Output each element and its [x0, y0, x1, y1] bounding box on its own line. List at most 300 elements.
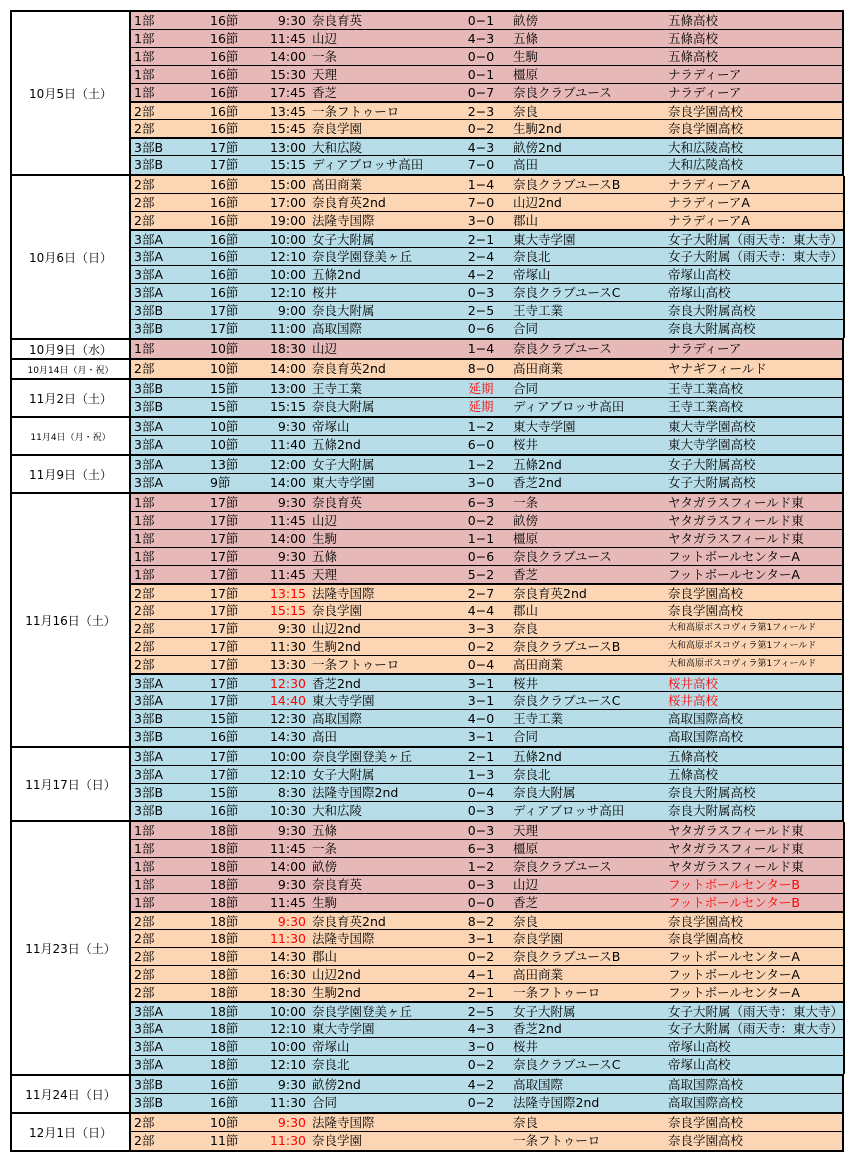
match-row [131, 418, 842, 436]
away-team: 畝傍 [513, 513, 539, 528]
away-team: 奈良大附属 [513, 785, 576, 800]
score-cell: 3−1 [467, 693, 495, 708]
round-cell: 17節 [210, 693, 239, 708]
match-rows [131, 748, 844, 820]
score-cell: 2−4 [467, 249, 495, 264]
kickoff-time: 14:30 [269, 949, 306, 964]
venue-cell: 奈良学園高校 [668, 1115, 744, 1130]
round-cell: 9節 [210, 475, 231, 490]
kickoff-time: 11:00 [269, 321, 306, 336]
match-rows [131, 822, 845, 1074]
match-rows [131, 1114, 844, 1150]
round-cell: 16節 [210, 729, 239, 744]
kickoff-time: 10:30 [269, 803, 306, 818]
home-team: 奈良育英2nd [312, 361, 386, 376]
home-team: 生駒2nd [312, 985, 361, 1000]
away-team: 高取国際 [513, 1077, 564, 1092]
venue-cell: 大和広陵高校 [668, 157, 744, 172]
round-cell: 16節 [210, 121, 239, 136]
score-cell: 0−4 [467, 785, 495, 800]
away-team: 郡山 [513, 603, 539, 618]
round-cell: 16節 [210, 177, 239, 192]
home-team: 奈良育英2nd [312, 914, 386, 929]
match-row [131, 894, 843, 912]
match-date: 12月1日（日） [10, 1114, 131, 1150]
match-row [131, 248, 843, 266]
division-cell: 3部B [134, 321, 164, 336]
home-team: 山辺2nd [312, 967, 361, 982]
match-row [131, 284, 843, 302]
away-team: 橿原 [513, 841, 539, 856]
venue-cell: 帝塚山高校 [668, 1039, 731, 1054]
venue-cell: 東大寺学園高校 [668, 437, 756, 452]
home-team: 奈良学園登美ヶ丘 [312, 249, 413, 264]
round-cell: 17節 [210, 157, 239, 172]
match-row [131, 230, 843, 248]
kickoff-time: 11:45 [269, 31, 306, 46]
match-date: 10月14日（月・祝） [10, 360, 131, 378]
score-cell: 4−3 [467, 31, 495, 46]
venue-cell: 帝塚山高校 [668, 1057, 731, 1072]
score-cell: 0−2 [467, 513, 495, 528]
away-team: 畝傍 [513, 13, 539, 28]
score-cell: 0−2 [467, 1095, 495, 1110]
away-team: 桜井 [513, 676, 539, 691]
venue-cell: 高取国際高校 [668, 729, 744, 744]
kickoff-time: 18:30 [269, 985, 306, 1000]
away-team: 五條2nd [513, 457, 562, 472]
match-row [131, 194, 843, 212]
division-cell: 3部B [134, 785, 164, 800]
away-team: 山辺 [513, 877, 539, 892]
date-block [10, 338, 844, 358]
away-team: 奈良クラブユースB [513, 177, 621, 192]
home-team: 香芝 [312, 85, 338, 100]
round-cell: 16節 [210, 104, 239, 119]
home-team: 奈良大附属 [312, 303, 375, 318]
date-block [10, 454, 844, 492]
division-cell: 3部A [134, 749, 164, 764]
round-cell: 17節 [210, 639, 239, 654]
match-row [131, 566, 842, 584]
score-cell: 1−4 [467, 177, 495, 192]
score-cell: 4−3 [467, 1021, 495, 1036]
away-team: 一条フトゥーロ [513, 985, 601, 1000]
score-cell [452, 1114, 510, 1131]
home-team: 女子大附属 [312, 232, 375, 247]
venue-cell: 奈良大附属高校 [668, 321, 756, 336]
venue-cell: 奈良学園高校 [668, 104, 744, 119]
away-team: 奈良クラブユースC [513, 693, 621, 708]
venue-cell: 五條高校 [668, 13, 719, 28]
away-team: 五條 [513, 31, 539, 46]
away-team: 奈良クラブユースB [513, 639, 621, 654]
venue-cell: 五條高校 [668, 749, 719, 764]
match-row [131, 120, 842, 138]
away-team: 香芝2nd [513, 475, 562, 490]
division-cell: 2部 [134, 967, 155, 982]
venue-cell: ナラディーア [668, 341, 742, 356]
home-team: 東大寺学園 [312, 1021, 375, 1036]
kickoff-time: 16:30 [269, 967, 306, 982]
away-team: 東大寺学園 [513, 232, 576, 247]
division-cell: 3部B [134, 399, 164, 414]
kickoff-time: 15:45 [269, 121, 306, 136]
match-row [131, 638, 842, 656]
match-row [131, 692, 842, 710]
away-team: 桜井 [513, 1039, 539, 1054]
round-cell: 17節 [210, 549, 239, 564]
match-row [131, 1056, 843, 1074]
venue-cell: ヤタガラスフィールド東 [668, 841, 804, 856]
score-cell: 4−0 [467, 711, 495, 726]
venue-cell: ヤタガラスフィールド東 [668, 531, 804, 546]
match-row [131, 340, 842, 358]
home-team: 奈良学園登美ヶ丘 [312, 1004, 413, 1019]
home-team: 奈良学園 [312, 1133, 363, 1148]
venue-cell: 高取国際高校 [668, 1077, 744, 1092]
home-team: 法隆寺国際 [312, 931, 375, 946]
kickoff-time: 12:10 [269, 1057, 306, 1072]
match-rows [131, 1076, 844, 1112]
round-cell: 10節 [210, 1115, 239, 1130]
division-cell: 1部 [134, 341, 155, 356]
division-cell: 3部A [134, 693, 164, 708]
away-team: 奈良北 [513, 767, 551, 782]
score-cell: 1−4 [467, 341, 495, 356]
division-cell: 2部 [134, 177, 155, 192]
match-row [131, 266, 843, 284]
home-team: 天理 [312, 567, 338, 582]
match-rows [131, 340, 844, 358]
home-team: 法隆寺国際 [312, 1115, 375, 1130]
home-team: 法隆寺国際 [312, 213, 375, 228]
round-cell: 16節 [210, 803, 239, 818]
score-cell: 延期 [468, 381, 494, 396]
date-block [10, 174, 844, 338]
away-team: 王寺工業 [513, 711, 564, 726]
division-cell: 2部 [134, 586, 155, 601]
score-cell: 1−2 [467, 859, 495, 874]
division-cell: 3部A [134, 1039, 164, 1054]
home-team: 奈良北 [312, 1057, 350, 1072]
score-cell: 5−2 [467, 567, 495, 582]
division-cell: 1部 [134, 567, 155, 582]
venue-cell: 大和高原ボスコヴィラ第1フィールド [668, 641, 817, 651]
score-cell: 0−2 [467, 1057, 495, 1072]
match-rows [131, 12, 844, 174]
score-cell: 0−3 [467, 823, 495, 838]
away-team: 生駒 [513, 49, 539, 64]
score-cell: 0−2 [467, 121, 495, 136]
home-team: 一条フトゥーロ [312, 104, 400, 119]
venue-cell: ナラディーアA [668, 213, 750, 228]
kickoff-time: 10:00 [269, 1039, 306, 1054]
kickoff-time: 11:30 [269, 1095, 306, 1110]
round-cell: 16節 [210, 31, 239, 46]
match-date: 10月5日（土） [10, 12, 131, 174]
venue-cell: 奈良学園高校 [668, 121, 744, 136]
home-team: 高取国際 [312, 711, 363, 726]
round-cell: 18節 [210, 967, 239, 982]
venue-cell: フットボールセンターA [668, 949, 800, 964]
division-cell: 2部 [134, 104, 155, 119]
round-cell: 17節 [210, 303, 239, 318]
round-cell: 13節 [210, 457, 239, 472]
home-team: 一条 [312, 841, 338, 856]
score-cell: 3−1 [467, 729, 495, 744]
kickoff-time: 12:30 [269, 676, 306, 691]
division-cell: 3部B [134, 729, 164, 744]
away-team: 郡山 [513, 213, 539, 228]
match-date: 10月9日（水） [10, 340, 131, 358]
date-block [10, 746, 844, 820]
match-row [131, 584, 842, 602]
away-team: 高田商業 [513, 361, 564, 376]
kickoff-time: 9:30 [277, 1115, 306, 1130]
division-cell: 3部A [134, 1057, 164, 1072]
venue-cell: ヤタガラスフィールド東 [668, 495, 804, 510]
division-cell: 1部 [134, 823, 155, 838]
round-cell: 10節 [210, 341, 239, 356]
home-team: 帝塚山 [312, 1039, 350, 1054]
home-team: 山辺 [312, 513, 338, 528]
score-cell: 2−1 [467, 749, 495, 764]
date-block [10, 378, 844, 416]
division-cell: 3部B [134, 157, 164, 172]
away-team: 橿原 [513, 531, 539, 546]
score-cell: 6−0 [467, 437, 495, 452]
match-row [131, 728, 842, 746]
away-team: 合同 [513, 729, 539, 744]
division-cell: 3部B [134, 711, 164, 726]
kickoff-time: 12:10 [269, 767, 306, 782]
away-team: 奈良育英2nd [513, 586, 587, 601]
match-row [131, 930, 843, 948]
away-team: 奈良クラブユース [513, 859, 612, 874]
kickoff-time: 10:00 [269, 749, 306, 764]
match-row [131, 302, 843, 320]
home-team: 女子大附属 [312, 457, 375, 472]
division-cell: 2部 [134, 361, 155, 376]
venue-cell: 東大寺学園高校 [668, 419, 756, 434]
division-cell: 1部 [134, 841, 155, 856]
venue-cell: フットボールセンターB [668, 895, 800, 910]
match-row [131, 320, 843, 338]
home-team: 奈良学園登美ヶ丘 [312, 749, 413, 764]
match-row [131, 822, 843, 840]
round-cell: 17節 [210, 767, 239, 782]
home-team: 大和広陵 [312, 140, 363, 155]
away-team: 高田商業 [513, 967, 564, 982]
venue-cell: 帝塚山高校 [668, 285, 731, 300]
round-cell: 17節 [210, 321, 239, 336]
kickoff-time: 15:00 [269, 177, 306, 192]
kickoff-time: 10:00 [269, 232, 306, 247]
match-row [131, 748, 842, 766]
home-team: 五條2nd [312, 437, 361, 452]
home-team: 東大寺学園 [312, 693, 375, 708]
venue-cell: 女子大附属高校 [668, 457, 756, 472]
round-cell: 10節 [210, 361, 239, 376]
away-team: 帝塚山 [513, 267, 551, 282]
match-row [131, 858, 843, 876]
division-cell: 3部B [134, 1077, 164, 1092]
away-team: 東大寺学園 [513, 419, 576, 434]
match-row [131, 766, 842, 784]
kickoff-time: 13:45 [269, 104, 306, 119]
kickoff-time: 9:30 [277, 914, 306, 929]
venue-cell: 五條高校 [668, 767, 719, 782]
date-block [10, 1074, 844, 1112]
score-cell: 4−2 [467, 1077, 495, 1092]
away-team: 奈良学園 [513, 931, 564, 946]
home-team: 五條 [312, 549, 338, 564]
venue-cell: フットボールセンターB [668, 877, 800, 892]
home-team: 大和広陵 [312, 803, 363, 818]
division-cell: 2部 [134, 657, 155, 672]
match-row [131, 912, 843, 930]
kickoff-time: 14:00 [269, 859, 306, 874]
away-team: 王寺工業 [513, 303, 564, 318]
match-row [131, 1094, 842, 1112]
score-cell: 1−2 [467, 457, 495, 472]
match-row [131, 380, 842, 398]
kickoff-time: 11:45 [269, 513, 306, 528]
kickoff-time: 9:30 [277, 1077, 306, 1092]
home-team: 天理 [312, 67, 338, 82]
score-cell: 3−0 [467, 213, 495, 228]
round-cell: 17節 [210, 567, 239, 582]
venue-cell: ナラディーア [668, 85, 742, 100]
kickoff-time: 11:40 [269, 437, 306, 452]
round-cell: 18節 [210, 985, 239, 1000]
match-row [131, 66, 842, 84]
round-cell: 17節 [210, 586, 239, 601]
home-team: 五條2nd [312, 267, 361, 282]
match-rows [131, 456, 844, 492]
home-team: 奈良育英 [312, 13, 363, 28]
away-team: 畝傍2nd [513, 140, 562, 155]
division-cell: 1部 [134, 13, 155, 28]
kickoff-time: 15:15 [269, 157, 306, 172]
match-date: 11月23日（土） [10, 822, 131, 1074]
score-cell: 1−1 [467, 531, 495, 546]
division-cell: 3部B [134, 381, 164, 396]
date-block [10, 358, 844, 378]
away-team: 山辺2nd [513, 195, 562, 210]
away-team: 香芝 [513, 567, 539, 582]
venue-cell: 五條高校 [668, 31, 719, 46]
round-cell: 18節 [210, 1004, 239, 1019]
match-row [131, 102, 842, 120]
venue-cell: 奈良学園高校 [668, 603, 744, 618]
score-cell: 2−5 [467, 303, 495, 318]
venue-cell: 帝塚山高校 [668, 267, 731, 282]
kickoff-time: 12:10 [269, 249, 306, 264]
score-cell: 0−3 [467, 877, 495, 892]
round-cell: 16節 [210, 195, 239, 210]
match-date: 11月16日（土） [10, 494, 131, 746]
venue-cell: フットボールセンターA [668, 985, 800, 1000]
date-block [10, 820, 844, 1074]
kickoff-time: 19:00 [269, 213, 306, 228]
kickoff-time: 9:30 [277, 549, 306, 564]
home-team: 畝傍 [312, 859, 338, 874]
kickoff-time: 9:30 [277, 419, 306, 434]
home-team: 生駒 [312, 895, 338, 910]
home-team: 合同 [312, 1095, 338, 1110]
away-team: 奈良クラブユース [513, 341, 612, 356]
score-cell: 2−5 [467, 1004, 495, 1019]
match-date: 11月24日（日） [10, 1076, 131, 1112]
match-row [131, 456, 842, 474]
match-date: 11月17日（日） [10, 748, 131, 820]
venue-cell: ナラディーアA [668, 195, 750, 210]
match-row [131, 948, 843, 966]
venue-cell: フットボールセンターA [668, 967, 800, 982]
score-cell: 0−6 [467, 321, 495, 336]
home-team: 奈良学園 [312, 603, 363, 618]
away-team: ディアブロッサ高田 [513, 803, 625, 818]
round-cell: 11節 [210, 1133, 239, 1148]
match-row [131, 212, 843, 230]
division-cell: 2部 [134, 621, 155, 636]
score-cell: 3−0 [467, 475, 495, 490]
division-cell: 1部 [134, 85, 155, 100]
home-team: 桜井 [312, 285, 338, 300]
match-rows [131, 418, 844, 454]
division-cell: 3部B [134, 303, 164, 318]
away-team: 高田商業 [513, 657, 564, 672]
division-cell: 2部 [134, 195, 155, 210]
away-team: 奈良 [513, 621, 539, 636]
venue-cell: 高取国際高校 [668, 1095, 744, 1110]
division-cell: 2部 [134, 914, 155, 929]
home-team: 高田商業 [312, 177, 363, 192]
away-team: 桜井 [513, 437, 539, 452]
round-cell: 18節 [210, 895, 239, 910]
away-team: 合同 [513, 381, 539, 396]
division-cell: 2部 [134, 121, 155, 136]
round-cell: 18節 [210, 859, 239, 874]
home-team: 女子大附属 [312, 767, 375, 782]
away-team: 奈良 [513, 104, 539, 119]
round-cell: 15節 [210, 381, 239, 396]
kickoff-time: 12:00 [269, 457, 306, 472]
division-cell: 3部A [134, 676, 164, 691]
score-cell: 2−3 [467, 104, 495, 119]
score-cell: 2−1 [467, 985, 495, 1000]
division-cell: 1部 [134, 31, 155, 46]
division-cell: 2部 [134, 603, 155, 618]
venue-cell: 王寺工業高校 [668, 399, 744, 414]
away-team: 天理 [513, 823, 539, 838]
round-cell: 16節 [210, 13, 239, 28]
venue-cell: 高取国際高校 [668, 711, 744, 726]
division-cell: 3部A [134, 437, 164, 452]
round-cell: 17節 [210, 140, 239, 155]
match-rows [131, 380, 844, 416]
match-row [131, 1002, 843, 1020]
away-team: 合同 [513, 321, 539, 336]
kickoff-time: 9:30 [277, 877, 306, 892]
round-cell: 18節 [210, 931, 239, 946]
score-cell: 6−3 [467, 495, 495, 510]
score-cell: 3−1 [467, 676, 495, 691]
round-cell: 15節 [210, 711, 239, 726]
round-cell: 18節 [210, 1057, 239, 1072]
